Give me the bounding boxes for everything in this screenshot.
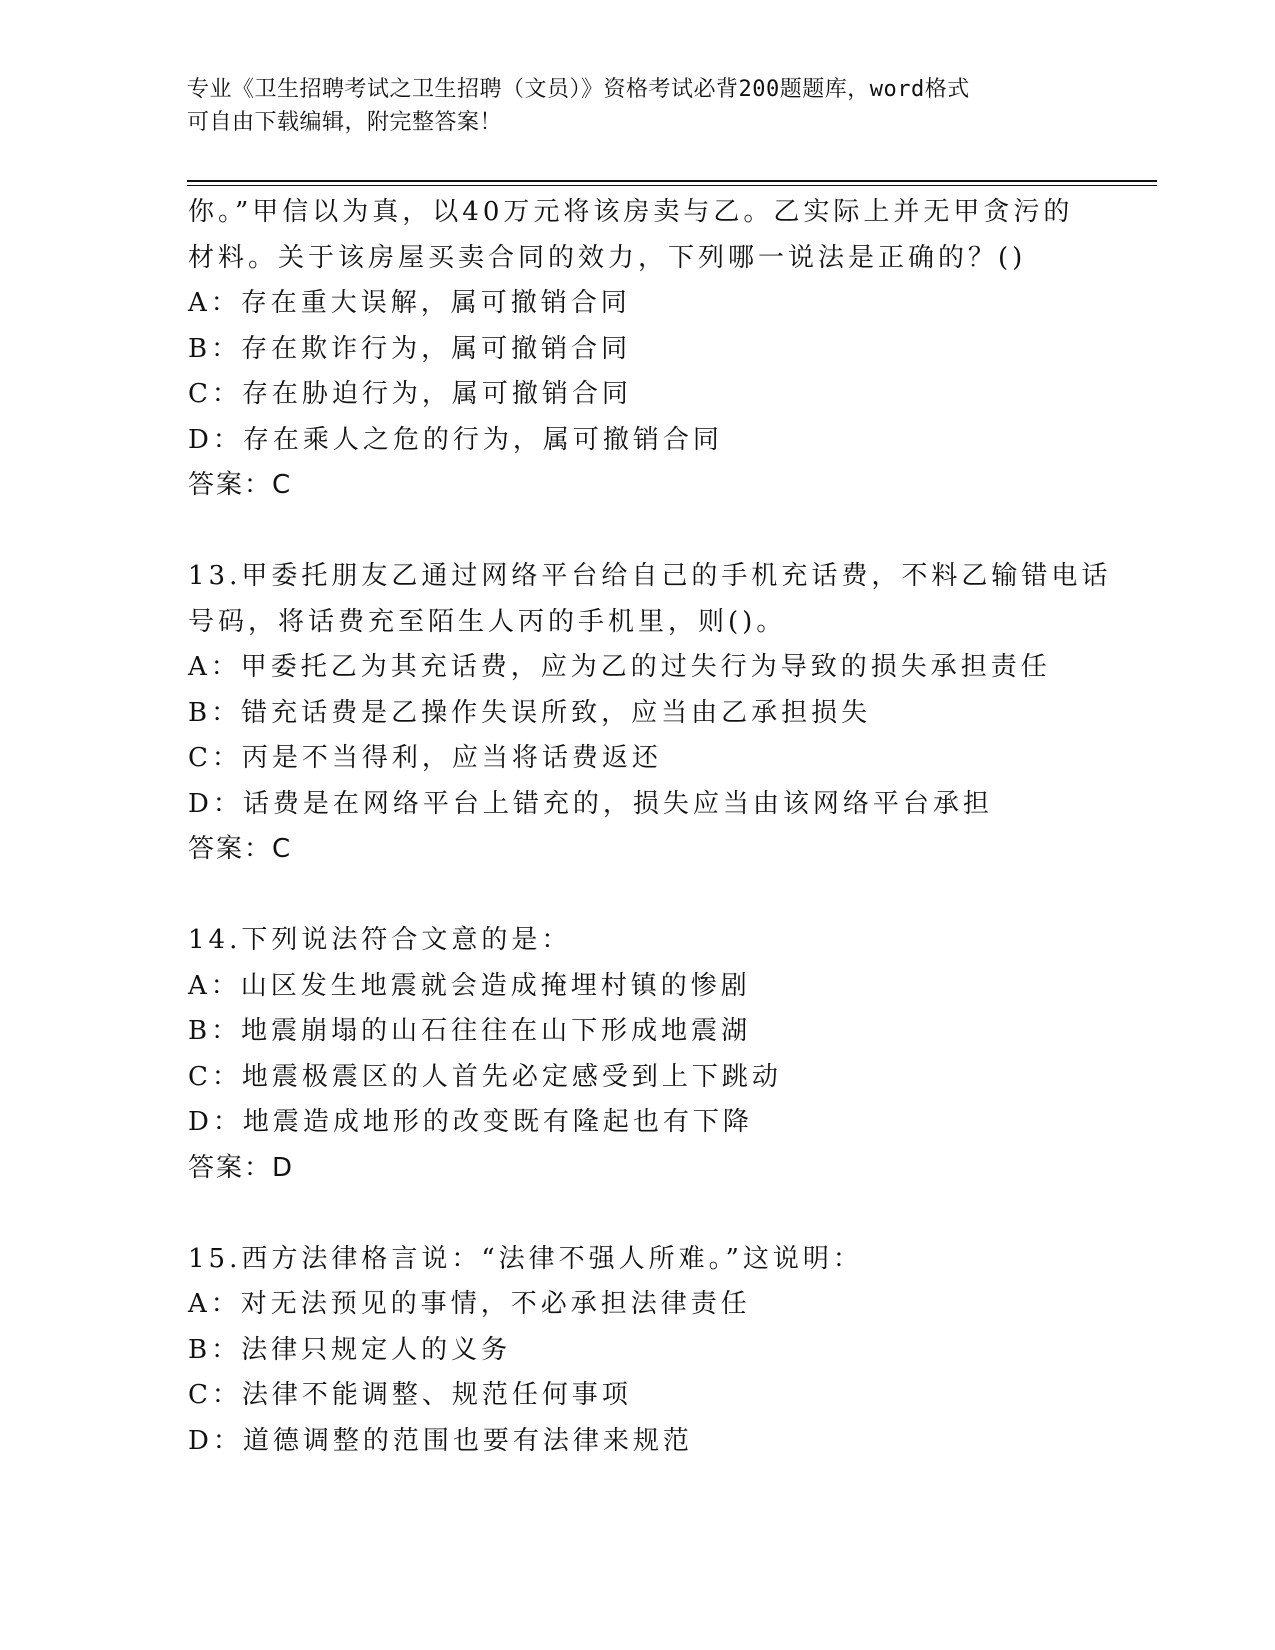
question-stem-line: 13.甲委托朋友乙通过网络平台给自己的手机充话费，不料乙输错电话 xyxy=(188,561,1112,591)
option-c: C：地震极震区的人首先必定感受到上下跳动 xyxy=(188,1061,782,1092)
option-c: C：丙是不当得利，应当将话费返还 xyxy=(188,743,662,773)
question-stem-line: 你。”甲信以为真，以40万元将该房卖与乙。乙实际上并无甲贪污的 xyxy=(188,197,1074,227)
option-a: A：山区发生地震就会造成掩埋村镇的惨剧 xyxy=(188,970,751,1001)
answer: 答案：D xyxy=(188,1152,295,1183)
question-14 xyxy=(188,918,1088,1191)
question-15 xyxy=(188,1237,1088,1465)
question-stem-line: 号码，将话费充至陌生人丙的手机里，则()。 xyxy=(188,606,787,637)
option-a: A：存在重大误解，属可撤销合同 xyxy=(188,288,631,318)
option-b: B：存在欺诈行为，属可撤销合同 xyxy=(188,333,632,364)
option-b: B：地震崩塌的山石往往在山下形成地震湖 xyxy=(188,1016,752,1046)
answer: 答案：C xyxy=(188,834,293,864)
answer: 答案：C xyxy=(188,470,293,500)
option-c: C：存在胁迫行为，属可撤销合同 xyxy=(188,379,632,409)
header-divider-thick xyxy=(187,180,1157,182)
header-line-2: 可自由下载编辑，附完整答案！ xyxy=(187,110,503,135)
question-13 xyxy=(188,554,1112,873)
option-d: D：存在乘人之危的行为，属可撤销合同 xyxy=(188,424,723,455)
question-12 xyxy=(188,190,1088,509)
spacer xyxy=(188,1191,1088,1237)
option-b: B：法律只规定人的义务 xyxy=(188,1334,512,1365)
question-list xyxy=(188,190,1112,1464)
header-line-1: 专业《卫生招聘考试之卫生招聘（文员）》资格考试必背200题题库，word格式 xyxy=(187,77,970,102)
header-divider-thin xyxy=(187,185,1157,186)
option-b: B：错充话费是乙操作失误所致，应当由乙承担损失 xyxy=(188,697,872,728)
spacer xyxy=(188,509,1088,555)
spacer xyxy=(188,873,1088,919)
option-a: A：对无法预见的事情，不必承担法律责任 xyxy=(188,1289,751,1319)
question-stem-line: 15.西方法律格言说：“法律不强人所难。”这说明： xyxy=(188,1243,863,1274)
option-d: D：话费是在网络平台上错充的，损失应当由该网络平台承担 xyxy=(188,788,993,819)
option-d: D：地震造成地形的改变既有隆起也有下降 xyxy=(188,1107,753,1137)
question-stem-line: 14.下列说法符合文意的是： xyxy=(188,925,572,955)
option-c: C：法律不能调整、规范任何事项 xyxy=(188,1380,632,1410)
question-stem-line: 材料。关于该房屋买卖合同的效力，下列哪一说法是正确的？() xyxy=(188,242,1027,273)
document-header xyxy=(187,73,1087,139)
option-d: D：道德调整的范围也要有法律来规范 xyxy=(188,1425,693,1456)
option-a: A：甲委托乙为其充话费，应为乙的过失行为导致的损失承担责任 xyxy=(188,652,1051,682)
